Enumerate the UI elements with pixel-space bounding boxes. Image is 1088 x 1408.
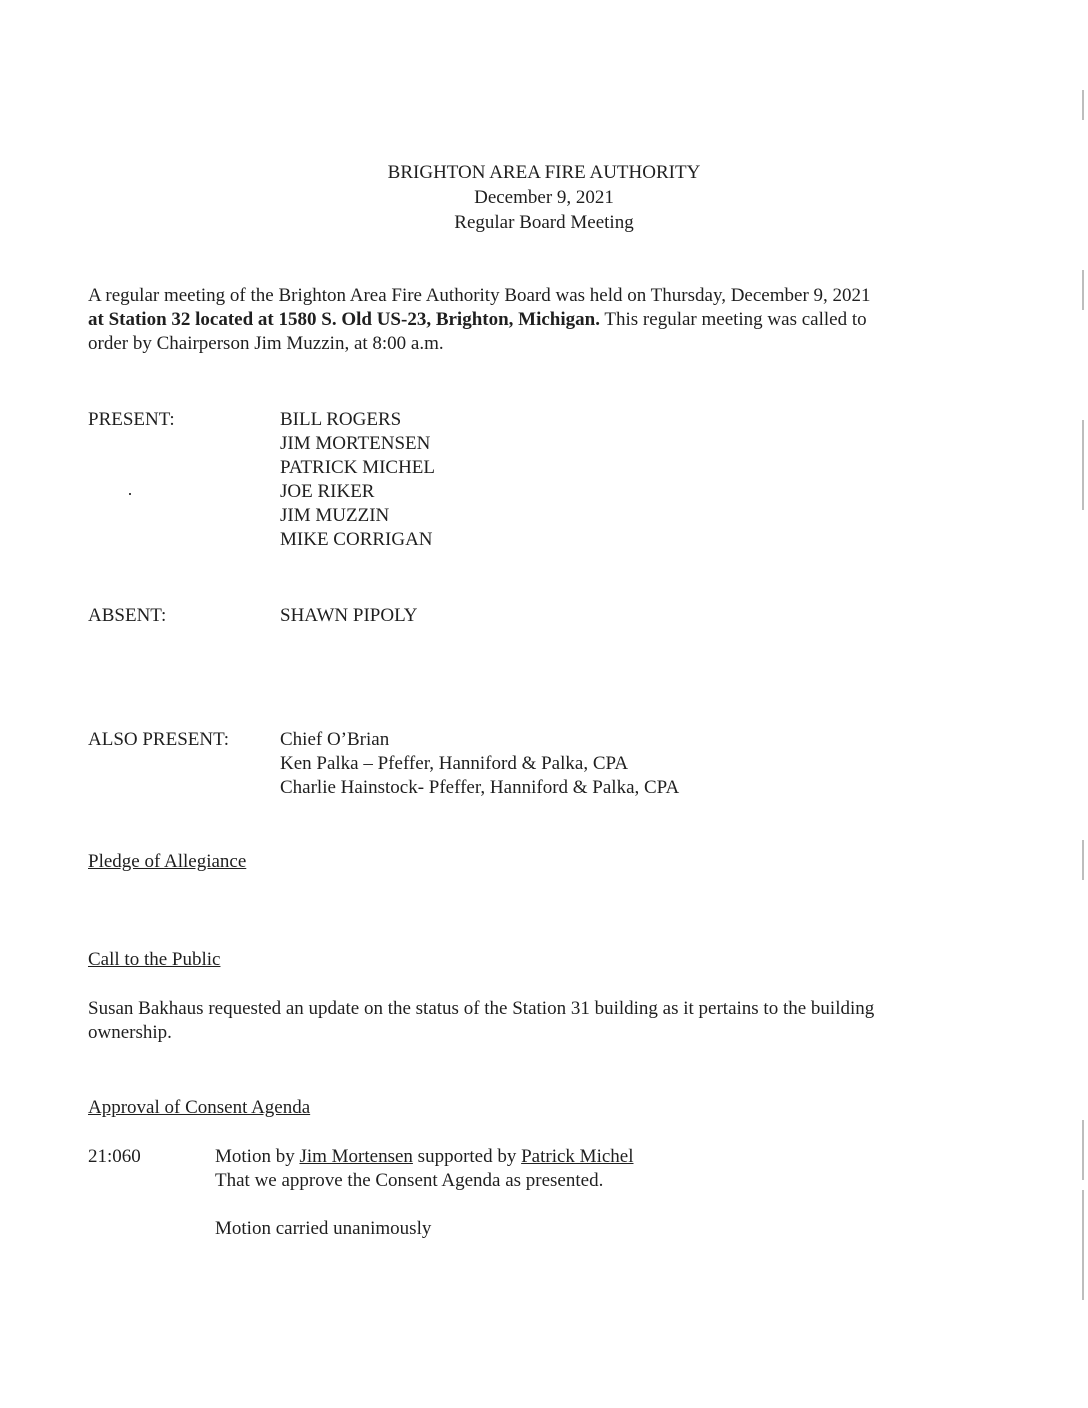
- intro-paragraph: [88, 284, 988, 356]
- intro-line-1: A regular meeting of the Brighton Area Fire Authority Board was held on Thursday, December 9, 2021: [88, 285, 871, 306]
- organization-name: BRIGHTON AREA FIRE AUTHORITY: [387, 162, 701, 183]
- present-name: JIM MORTENSEN: [280, 433, 431, 454]
- document-header: [0, 160, 1088, 235]
- motion-supporter: Patrick Michel: [521, 1146, 634, 1167]
- absent-list: [280, 604, 418, 628]
- scan-edge-mark: [1082, 90, 1084, 120]
- present-name: JOE RIKER: [280, 481, 375, 502]
- call-to-public-line-2: ownership.: [88, 1022, 172, 1043]
- motion-result: Motion carried unanimously: [215, 1218, 432, 1239]
- scan-edge-mark: [1082, 1190, 1084, 1300]
- consent-agenda-heading: Approval of Consent Agenda: [88, 1097, 311, 1118]
- scan-edge-mark: [1082, 420, 1084, 510]
- also-present-name: Charlie Hainstock- Pfeffer, Hanniford & Palka, CPA: [280, 777, 680, 798]
- stray-mark: [129, 493, 131, 495]
- present-name: JIM MUZZIN: [280, 505, 390, 526]
- motion-mover: Jim Mortensen: [299, 1146, 413, 1167]
- also-present-list: [280, 728, 679, 800]
- motion-spacer: [215, 1193, 634, 1217]
- present-name: BILL ROGERS: [280, 409, 402, 430]
- call-to-public-text: [88, 997, 988, 1045]
- motion-body: [215, 1145, 634, 1241]
- absent-label: ABSENT:: [88, 605, 167, 626]
- intro-line-3: order by Chairperson Jim Muzzin, at 8:00 a.m.: [88, 333, 444, 354]
- intro-line-2: [88, 308, 988, 332]
- scan-edge-mark: [1082, 840, 1084, 880]
- intro-called: This regular meeting was called to: [604, 309, 867, 330]
- also-present-label: ALSO PRESENT:: [88, 729, 230, 750]
- also-present-name: Chief O’Brian: [280, 729, 390, 750]
- motion-line: [215, 1145, 634, 1169]
- scan-edge-mark: [1082, 1120, 1084, 1180]
- motion-number: 21:060: [88, 1146, 141, 1167]
- present-name: PATRICK MICHEL: [280, 457, 436, 478]
- scan-edge-mark: [1082, 270, 1084, 310]
- motion-supported-by: supported by: [412, 1146, 522, 1167]
- meeting-date: December 9, 2021: [474, 187, 614, 208]
- meeting-type: Regular Board Meeting: [454, 212, 634, 233]
- pledge-heading: Pledge of Allegiance: [88, 851, 247, 872]
- present-label: PRESENT:: [88, 409, 175, 430]
- call-to-public-line-1: Susan Bakhaus requested an update on the status of the Station 31 building as it pertains to the building: [88, 998, 875, 1019]
- also-present-name: Ken Palka – Pfeffer, Hanniford & Palka, CPA: [280, 753, 629, 774]
- call-to-public-heading: Call to the Public: [88, 949, 221, 970]
- present-list: [280, 408, 435, 552]
- intro-location: at Station 32 located at 1580 S. Old US-23, Brighton, Michigan.: [88, 309, 600, 330]
- motion-text: That we approve the Consent Agenda as presented.: [215, 1170, 604, 1191]
- present-name: MIKE CORRIGAN: [280, 529, 433, 550]
- absent-name: SHAWN PIPOLY: [280, 605, 418, 626]
- motion-prefix: Motion by: [215, 1146, 300, 1167]
